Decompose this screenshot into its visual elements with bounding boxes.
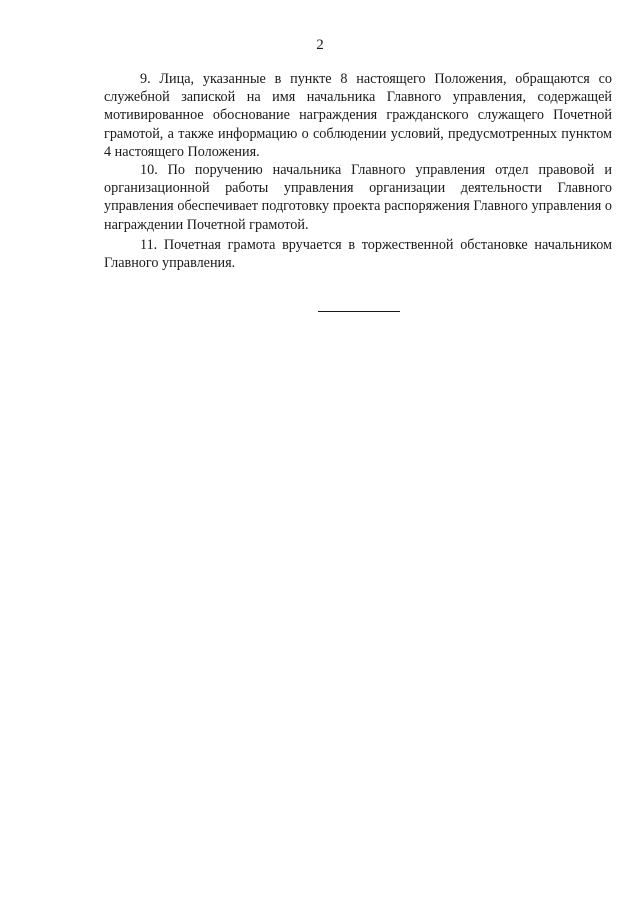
page-number: 2	[316, 37, 324, 53]
document-body	[104, 70, 612, 272]
paragraph-10: 10. По поручению начальника Главного управления отдел правовой и организационной работы управления организации деятельности Главного управления обеспечивает подготовку проекта распоряжения Главного управления о награждении Почетной грамотой.	[104, 162, 612, 233]
paragraph-11: 11. Почетная грамота вручается в торжественной обстановке начальником Главного управления.	[104, 236, 612, 272]
paragraph-9: 9. Лица, указанные в пункте 8 настоящего Положения, обращаются со служебной запиской на имя начальника Главного управления, содержащей мотивированное обоснование награждения гражданского служащего Почетной грамотой, а также информацию о соблюдении условий, предусмотренных пунктом 4 настоящего Положения.	[104, 71, 612, 160]
end-separator-line	[318, 311, 400, 312]
